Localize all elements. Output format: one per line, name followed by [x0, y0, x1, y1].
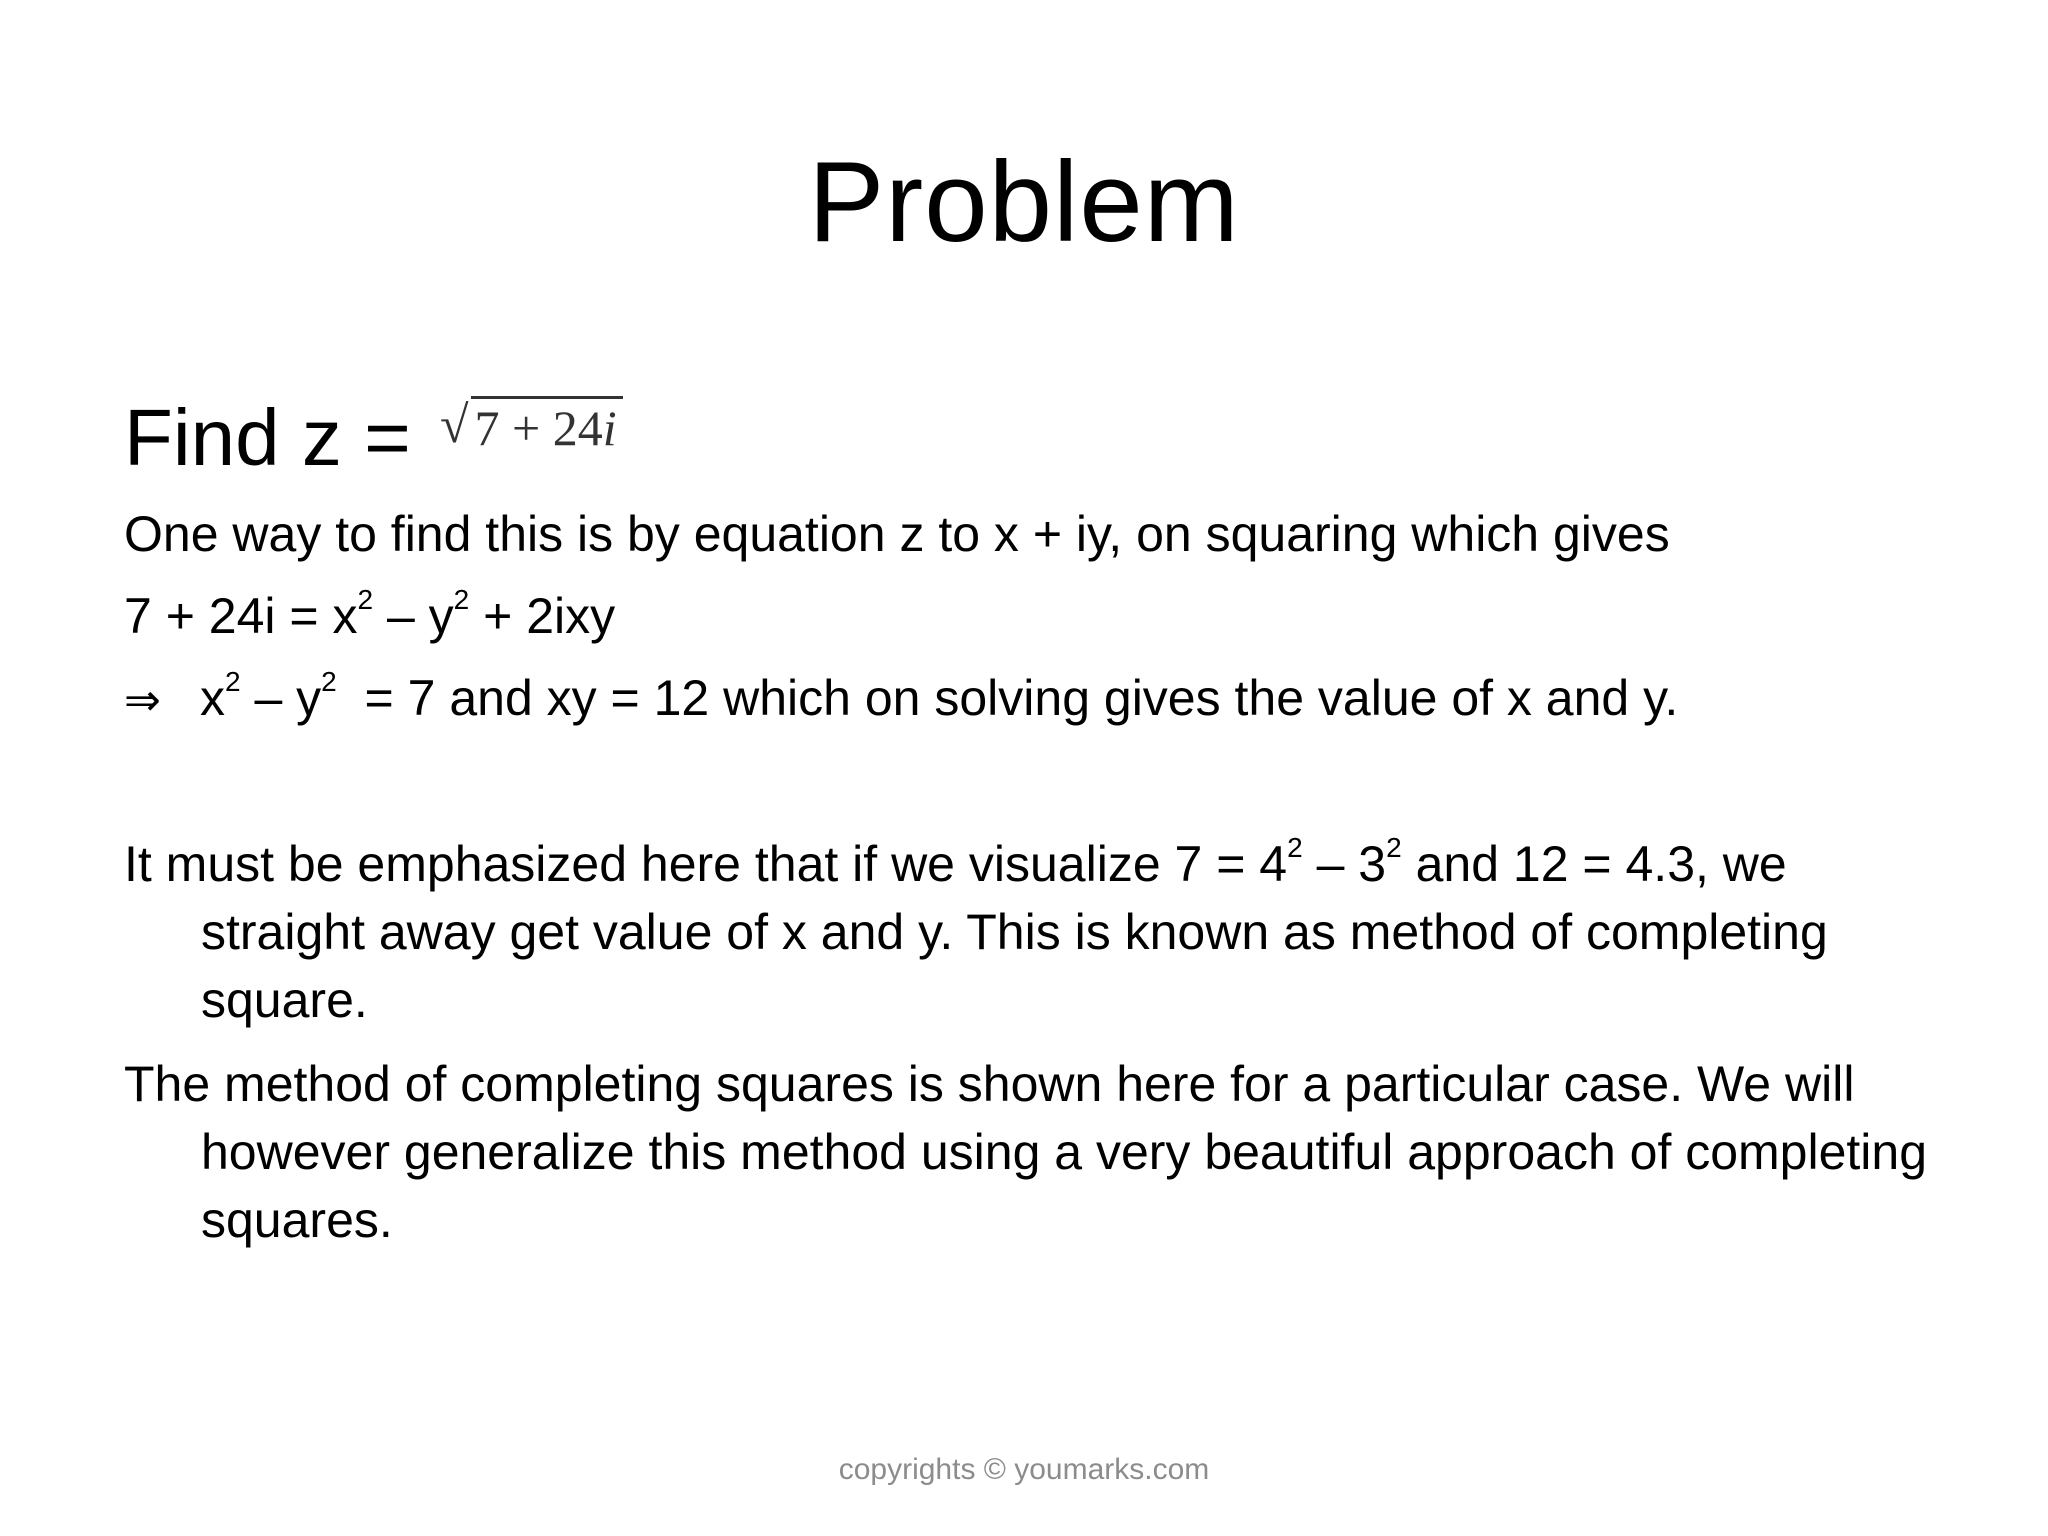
para1-part-a: It must be emphasized here that if we visualize 7 = 4 — [124, 836, 1288, 892]
implies-arrow-icon: ⇒ — [124, 675, 161, 726]
equation-line-3 — [124, 664, 1678, 735]
eq2-part-b: – y — [373, 588, 454, 644]
copyright-footer: copyrights © youmarks.com — [838, 1453, 1210, 1486]
paragraph-generalize: The method of completing squares is shown here for a particular case. We will however generalize this method using a very beautiful approach of completing squares. — [124, 1056, 1928, 1248]
para1-part-b: – 3 — [1302, 836, 1387, 892]
eq3-part-c: = 7 and xy = 12 which on solving gives the value of x and y. — [336, 670, 1679, 726]
para1-exp-2: 2 — [1386, 832, 1402, 864]
eq3-part-b: – y — [240, 670, 322, 726]
eq2-exp-1: 2 — [357, 584, 374, 616]
eq3-exp-1: 2 — [225, 666, 241, 698]
radical-sign: √ — [440, 397, 469, 454]
eq3-exp-2: 2 — [321, 666, 337, 698]
eq3-part-a: x — [200, 670, 225, 726]
paragraph-emphasis — [124, 830, 1964, 1034]
radicand — [471, 396, 623, 457]
para1-part-c: and 12 = 4.3, we straight away get value of x and y. This is known as method of completing square. — [201, 836, 1828, 1028]
sqrt-expression — [440, 396, 623, 456]
radicand-prefix: 7 + 24 — [474, 400, 603, 456]
eq2-part-c: + 2ixy — [469, 588, 616, 644]
equation-line-2 — [124, 582, 615, 650]
find-label: Find z = — [124, 393, 411, 482]
radicand-var: i — [602, 400, 617, 456]
slide-title: Problem — [808, 139, 1240, 266]
para1-exp-1: 2 — [1287, 832, 1303, 864]
explanation-line-1: One way to find this is by equation z to x + iy, on squaring which gives — [124, 506, 1670, 562]
eq2-exp-2: 2 — [453, 584, 470, 616]
eq2-part-a: 7 + 24i = x — [124, 588, 358, 644]
